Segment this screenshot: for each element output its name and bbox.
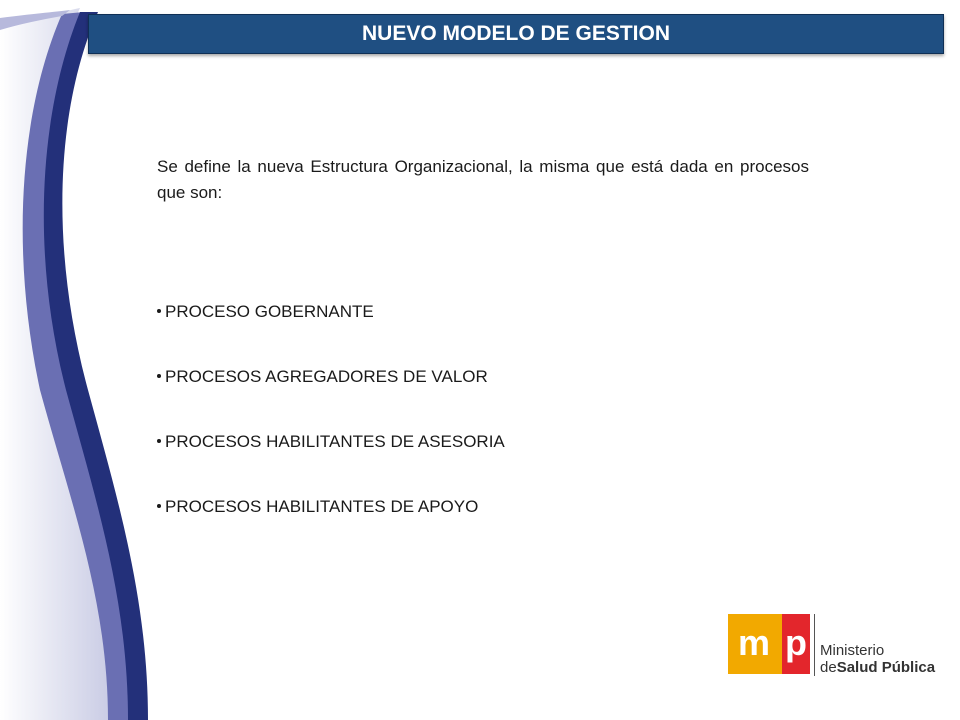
list-item (157, 495, 505, 519)
list-item (157, 365, 505, 389)
list-item-label: PROCESOS HABILITANTES DE APOYO (165, 497, 479, 516)
logo-divider (814, 614, 815, 676)
list-item (157, 430, 505, 454)
logo-line-2 (820, 659, 935, 676)
process-list (157, 300, 505, 560)
bullet-icon (157, 504, 161, 508)
logo-m-block (728, 614, 784, 674)
slide-title: NUEVO MODELO DE GESTION (361, 22, 671, 45)
logo-line-2-bold: Salud Pública (836, 659, 936, 676)
bullet-icon (157, 439, 161, 443)
logo-line-2-prefix: de (820, 659, 837, 676)
intro-paragraph: Se define la nueva Estructura Organizacional, la misma que está dada en procesos que son: (157, 157, 809, 202)
bullet-icon (157, 309, 161, 313)
logo-m-letter: m (738, 622, 771, 663)
logo-p-letter: p (785, 622, 807, 663)
list-item-label: PROCESOS AGREGADORES DE VALOR (165, 367, 488, 386)
ministry-logo (728, 614, 948, 678)
logo-line-1: Ministerio (820, 642, 885, 659)
bullet-icon (157, 374, 161, 378)
list-item-label: PROCESOS HABILITANTES DE ASESORIA (165, 432, 505, 451)
title-bar (88, 14, 944, 54)
logo-p-block (782, 614, 810, 674)
list-item-label: PROCESO GOBERNANTE (165, 302, 374, 321)
list-item (157, 300, 505, 324)
